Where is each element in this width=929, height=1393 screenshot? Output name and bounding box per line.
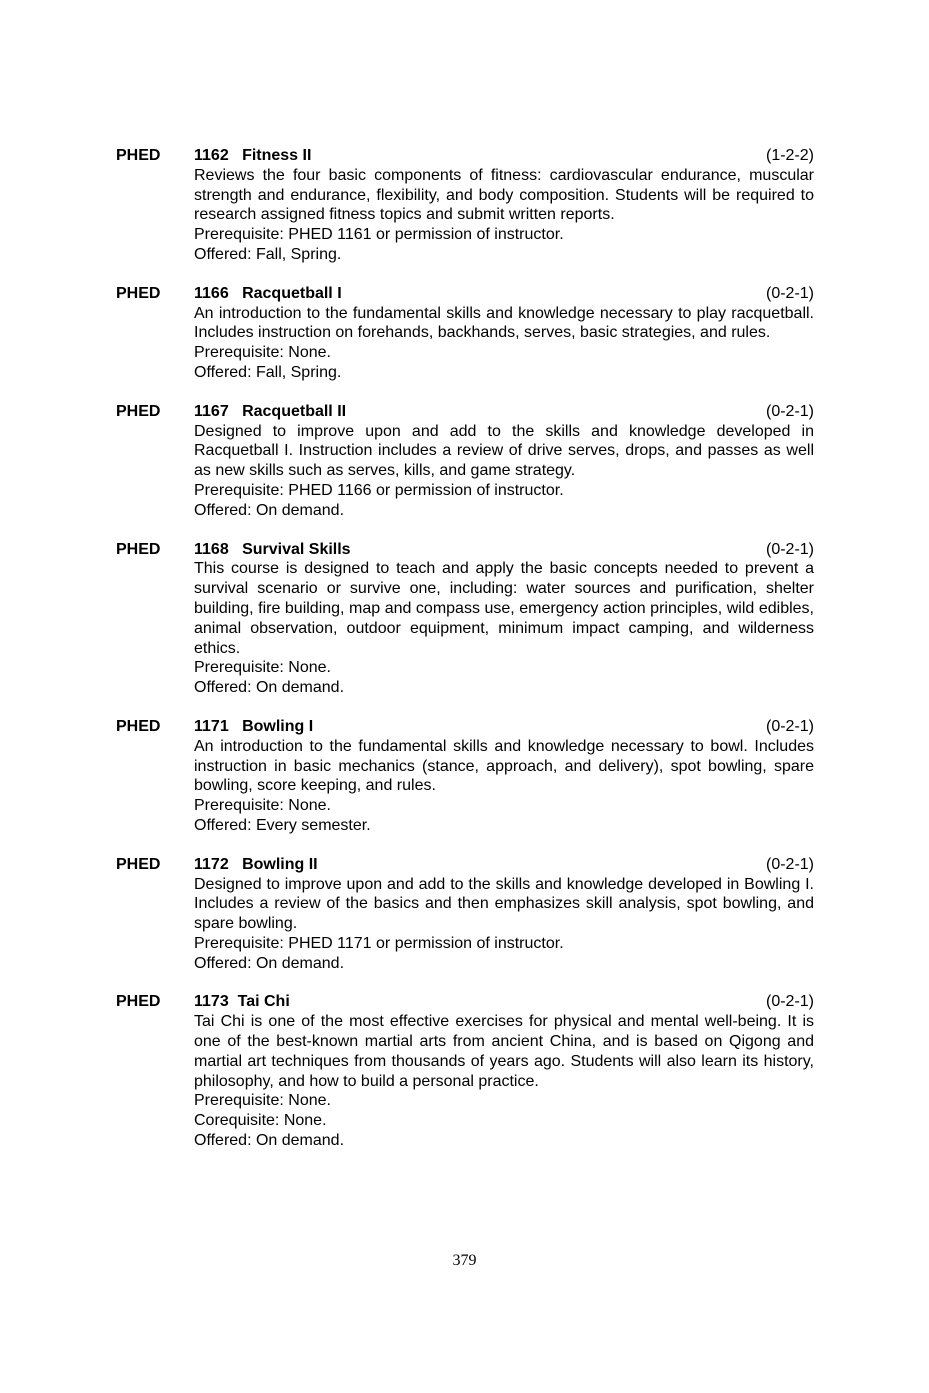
course-description: An introduction to the fundamental skills and knowledge necessary to play racquetball. Includes instruction on forehands, backhands, serves, basic strategies, and rules. <box>194 304 814 342</box>
course-heading <box>194 717 313 737</box>
course-title: Tai Chi <box>237 993 290 1011</box>
page-number: 379 <box>452 1252 477 1269</box>
course-number: 1171 <box>194 717 229 735</box>
course-department: PHED <box>116 540 161 558</box>
course-description: An introduction to the fundamental skills and knowledge necessary to bowl. Includes instruction in basic mechanics (stance, approach, and delivery), spot bowling, spare bowling, score keeping, and rules. <box>194 737 814 795</box>
course-hours: (0-2-1) <box>765 717 814 735</box>
course-title: Fitness II <box>242 147 312 164</box>
course-offered: Offered: Fall, Spring. <box>194 245 342 263</box>
course-offered: Offered: On demand. <box>194 954 345 972</box>
course-hours: (0-2-1) <box>765 540 814 558</box>
course-body <box>194 992 814 1150</box>
course-title-line <box>194 146 814 166</box>
course-title-line <box>194 992 814 1012</box>
course-prerequisite: Prerequisite: PHED 1166 or permission of instructor. <box>194 481 564 499</box>
course-entry-1167 <box>116 402 814 521</box>
course-heading <box>194 402 346 422</box>
course-title: Survival Skills <box>242 540 351 558</box>
course-body <box>194 402 814 521</box>
course-number: 1162 <box>194 147 229 164</box>
course-number: 1173 <box>194 993 229 1011</box>
course-title-line <box>194 717 814 737</box>
course-department: PHED <box>116 147 161 164</box>
course-body <box>194 146 814 265</box>
course-entry-1162 <box>116 146 814 265</box>
course-offered: Offered: On demand. <box>194 1132 345 1150</box>
course-prerequisite: Prerequisite: PHED 1171 or permission of instructor. <box>194 934 564 952</box>
course-title-line <box>194 284 814 304</box>
course-offered: Offered: Every semester. <box>194 816 371 834</box>
course-title: Bowling II <box>242 855 318 873</box>
course-offered: Offered: On demand. <box>194 501 345 519</box>
course-description: Reviews the four basic components of fitness: cardiovascular endurance, muscular strength and endurance, flexibility, and body composition. Students will be required to research assigned fitness topics and submit written reports. <box>194 166 814 224</box>
course-description: Designed to improve upon and add to the skills and knowledge developed in Bowling I. Includes a review of the basics and then emphasizes skill analysis, spot bowling, and spare bowling. <box>194 875 814 933</box>
course-corequisite: Corequisite: None. <box>194 1112 327 1130</box>
course-entry-1172 <box>116 855 814 974</box>
course-description: Tai Chi is one of the most effective exercises for physical and mental well-being. It is one of the best-known martial arts from ancient China, and is based on Qigong and martial art techniques from thousands of years ago. Students will also learn its history, philosophy, and how to build a personal practice. <box>194 1013 814 1090</box>
course-entry-1166 <box>116 284 814 383</box>
course-prerequisite: Prerequisite: None. <box>194 659 331 677</box>
course-heading <box>194 146 311 166</box>
course-body <box>194 855 814 974</box>
course-description: Designed to improve upon and add to the skills and knowledge developed in Racquetball I. Instruction includes a review of drive serves, drops, and passes as well as new skills such as serves, kills, and game strategy. <box>194 422 814 480</box>
course-title: Racquetball I <box>242 284 342 302</box>
course-hours: (0-2-1) <box>765 993 814 1011</box>
course-list <box>116 146 814 1170</box>
course-title-line <box>194 402 814 422</box>
course-description: This course is designed to teach and apply the basic concepts needed to prevent a survival scenario or survive one, including: water sources and purification, shelter building, fire building, map and compass use, emergency action principles, wild edibles, animal observation, outdoor equipment, minimum impact camping, and wilderness ethics. <box>194 560 814 657</box>
course-number: 1168 <box>194 540 229 558</box>
course-department: PHED <box>116 402 161 420</box>
course-prerequisite: Prerequisite: None. <box>194 344 331 362</box>
course-prerequisite: Prerequisite: None. <box>194 797 331 815</box>
course-title-line <box>194 540 814 560</box>
course-department: PHED <box>116 855 161 873</box>
course-offered: Offered: On demand. <box>194 679 345 697</box>
course-heading <box>194 284 342 304</box>
course-heading <box>194 855 318 875</box>
course-heading <box>194 540 351 560</box>
course-number: 1167 <box>194 402 229 420</box>
course-heading <box>194 992 290 1012</box>
course-department: PHED <box>116 717 161 735</box>
course-hours: (0-2-1) <box>765 284 814 302</box>
course-entry-1173 <box>116 992 814 1150</box>
course-prerequisite: Prerequisite: None. <box>194 1092 331 1110</box>
course-entry-1168 <box>116 540 814 698</box>
course-body <box>194 540 814 698</box>
course-title: Bowling I <box>242 717 314 735</box>
course-department: PHED <box>116 993 161 1011</box>
course-body <box>194 717 814 836</box>
course-hours: (0-2-1) <box>765 402 814 420</box>
course-department: PHED <box>116 284 161 302</box>
course-title: Racquetball II <box>242 402 347 420</box>
course-hours: (1-2-2) <box>765 147 814 164</box>
course-number: 1172 <box>194 855 229 873</box>
course-offered: Offered: Fall, Spring. <box>194 363 342 381</box>
course-prerequisite: Prerequisite: PHED 1161 or permission of instructor. <box>194 226 564 244</box>
course-entry-1171 <box>116 717 814 836</box>
course-hours: (0-2-1) <box>765 855 814 873</box>
course-body <box>194 284 814 383</box>
course-number: 1166 <box>194 284 229 302</box>
course-title-line <box>194 855 814 875</box>
